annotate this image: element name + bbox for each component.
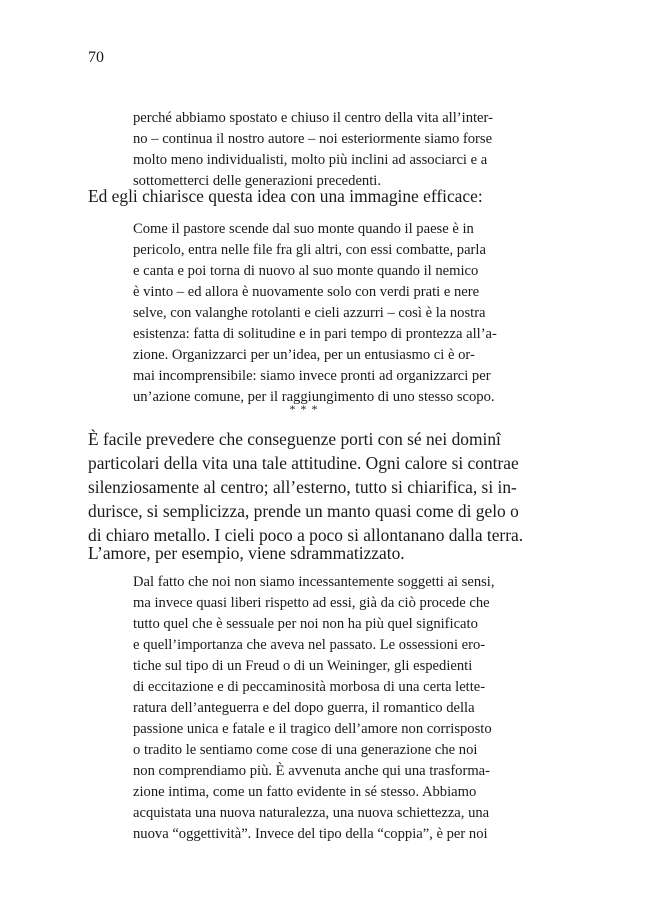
text-line: Come il pastore scende dal suo monte quando il paese è in xyxy=(133,221,474,237)
text-line: di chiaro metallo. I cieli poco a poco si allontanano dalla terra. xyxy=(88,525,524,545)
text-line: ma invece quasi liberi rispetto ad essi, già da ciò procede che xyxy=(133,595,490,611)
text-line: È facile prevedere che conseguenze porti con sé nei dominî xyxy=(88,429,501,449)
text-line: selve, con valanghe rotolanti e cieli azzurri – così è la nostra xyxy=(133,305,486,321)
text-line: perché abbiamo spostato e chiuso il centro della vita all’inter- xyxy=(133,110,493,126)
text-line: di eccitazione e di peccaminosità morbosa di una certa lette- xyxy=(133,679,486,695)
text-line: è vinto – ed allora è nuovamente solo con verdi prati e nere xyxy=(133,284,480,300)
text-line: ratura dell’anteguerra e del dopo guerra, il romantico della xyxy=(133,700,475,716)
text-line: o tradito le sentiamo come cose di una generazione che noi xyxy=(133,742,478,758)
text-line: particolari della vita una tale attitudine. Ogni calore si contrae xyxy=(88,453,519,473)
page-number: 70 xyxy=(88,49,104,66)
text-line: Ed egli chiarisce questa idea con una immagine efficace: xyxy=(88,186,483,206)
paragraph-1 xyxy=(88,184,483,208)
text-line: e canta e poi torna di nuovo al suo monte quando il nemico xyxy=(133,263,479,279)
text-line: zione intima, come un fatto evidente in sé stesso. Abbiamo xyxy=(133,784,477,800)
text-line: nuova “oggettività”. Invece del tipo della “coppia”, è per noi xyxy=(133,826,488,842)
text-line: zione. Organizzarci per un’idea, per un entusiasmo ci è or- xyxy=(133,347,475,363)
text-line: tutto quel che è sessuale per noi non ha più quel significato xyxy=(133,616,478,632)
text-line: acquistata una nuova naturalezza, una nuova schiettezza, una xyxy=(133,805,490,821)
text-line: non comprendiamo più. È avvenuta anche qui una trasforma- xyxy=(133,763,491,779)
text-line: durisce, si semplicizza, prende un manto quasi come di gelo o xyxy=(88,501,519,521)
text-line: sottometterci delle generazioni precedenti. xyxy=(133,173,381,189)
block-quote-3 xyxy=(133,572,495,845)
text-line: passione unica e fatale e il tragico dell’amore non corrisposto xyxy=(133,721,492,737)
text-line: Dal fatto che noi non siamo incessantemente soggetti ai sensi, xyxy=(133,574,495,590)
text-line: un’azione comune, per il raggiungimento di uno stesso scopo. xyxy=(133,389,495,405)
section-separator: * * * xyxy=(289,402,319,416)
text-line: e quell’importanza che aveva nel passato. Le ossessioni ero- xyxy=(133,637,486,653)
block-quote-1 xyxy=(133,108,493,192)
text-line: pericolo, entra nelle file fra gli altri, con essi combatte, parla xyxy=(133,242,486,258)
text-line: tiche sul tipo di un Freud o di un Weininger, gli espedienti xyxy=(133,658,473,674)
text-line: L’amore, per esempio, viene sdrammatizzato. xyxy=(88,543,405,563)
text-line: esistenza: fatta di solitudine e in pari tempo di prontezza all’a- xyxy=(133,326,497,342)
text-line: molto meno individualisti, molto più inclini ad associarci e a xyxy=(133,152,488,168)
paragraph-2 xyxy=(88,427,523,547)
text-line: mai incomprensibile: siamo invece pronti ad organizzarci per xyxy=(133,368,491,384)
paragraph-3 xyxy=(88,541,405,565)
block-quote-2 xyxy=(133,219,497,408)
text-line: no – continua il nostro autore – noi esteriormente siamo forse xyxy=(133,131,493,147)
text-line: silenziosamente al centro; all’esterno, tutto si chiarifica, si in- xyxy=(88,477,517,497)
